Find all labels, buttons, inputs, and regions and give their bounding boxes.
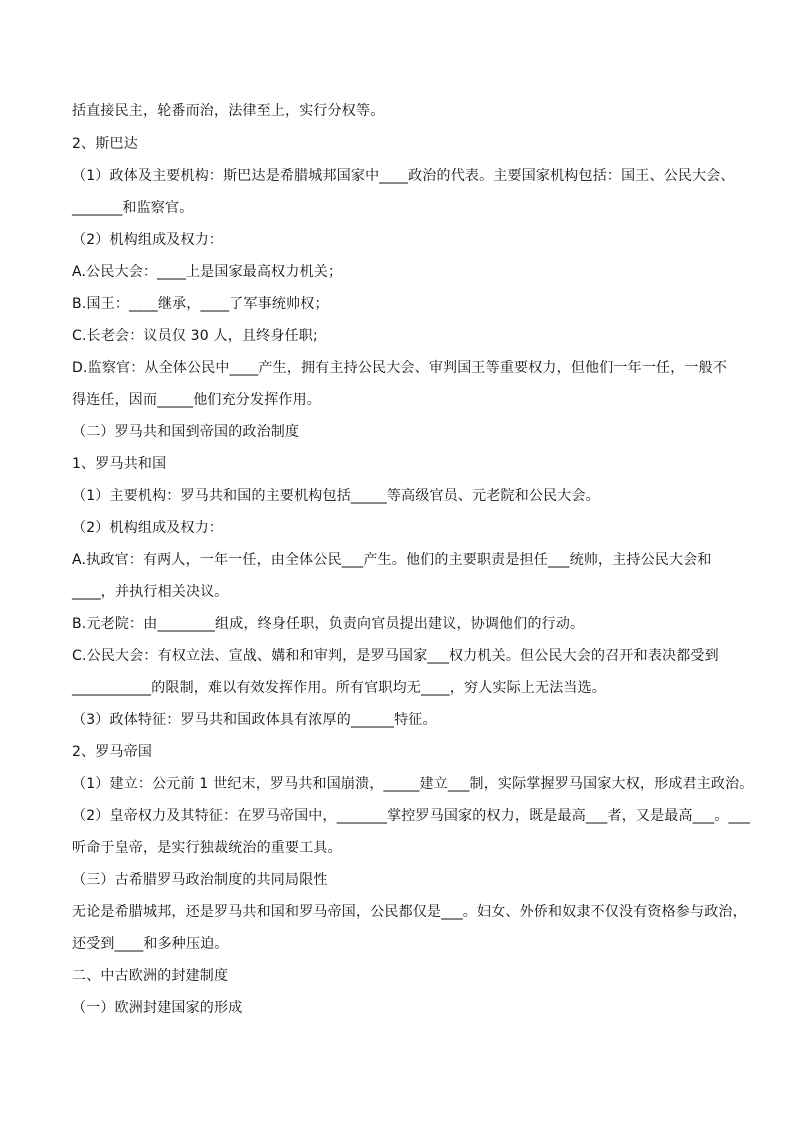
text-line: 还受到____和多种压迫。 xyxy=(72,936,229,952)
text-line: （3）政体特征：罗马共和国政体具有浓厚的______特征。 xyxy=(72,712,437,728)
section-heading: （二）罗马共和国到帝国的政治制度 xyxy=(72,424,300,440)
section-heading: （三）古希腊罗马政治制度的共同局限性 xyxy=(72,872,328,888)
text-line: ____，并执行相关决议。 xyxy=(72,584,229,600)
text-line: A.执政官：有两人，一年一任，由全体公民___产生。他们的主要职责是担任___统帅，主持公民大会和 xyxy=(72,552,712,568)
text-line: （2）机构组成及权力： xyxy=(72,232,224,248)
text-line: 括直接民主，轮番而治，法律至上，实行分权等。 xyxy=(72,103,385,119)
text-line: （1）建立：公元前 1 世纪末，罗马共和国崩溃，_____建立___制，实际掌握罗马国家大权，形成君主政治。 xyxy=(72,776,754,792)
text-line: ___________的限制，难以有效发挥作用。所有官职均无____，穷人实际上无法当选。 xyxy=(72,680,606,696)
text-line: （1）政体及主要机构：斯巴达是希腊城邦国家中____政治的代表。主要国家机构包括：国王、公民大会、 xyxy=(72,168,735,184)
section-heading: 二、中古欧洲的封建制度 xyxy=(72,968,229,984)
text-line: C.长老会：议员仅 30 人，且终身任职; xyxy=(72,328,318,344)
section-heading: （一）欧洲封建国家的形成 xyxy=(72,1000,243,1016)
text-line: C.公民大会：有权立法、宣战、媾和和审判，是罗马国家___权力机关。但公民大会的召开和表决都受到 xyxy=(72,648,719,664)
text-line: （1）主要机构：罗马共和国的主要机构包括_____等高级官员、元老院和公民大会。 xyxy=(72,488,600,504)
text-line: （2）机构组成及权力： xyxy=(72,520,224,536)
text-line: D.监察官：从全体公民中____产生，拥有主持公民大会、审判国王等重要权力，但他们一年一任，一般不 xyxy=(72,360,728,376)
text-line: A.公民大会：____上是国家最高权力机关； xyxy=(72,264,343,280)
section-heading: 1、罗马共和国 xyxy=(72,456,167,472)
text-line: 听命于皇帝，是实行独裁统治的重要工具。 xyxy=(72,840,342,856)
text-line: B.国王：____继承，____了军事统帅权； xyxy=(72,296,329,312)
text-line: 无论是希腊城邦，还是罗马共和国和罗马帝国，公民都仅是___。妇女、外侨和奴隶不仅没有资格参与政治， xyxy=(72,904,747,920)
section-heading: 2、斯巴达 xyxy=(72,136,138,152)
text-line: 得连任，因而_____他们充分发挥作用。 xyxy=(72,392,321,408)
text-line: _______和监察官。 xyxy=(72,200,194,216)
text-line: B.元老院：由________组成，终身任职，负责向官员提出建议，协调他们的行动。 xyxy=(72,616,585,632)
text-line: （2）皇帝权力及其特征：在罗马帝国中，_______掌控罗马国家的权力，既是最高___者，又是最高___。___ xyxy=(72,808,751,824)
section-heading: 2、罗马帝国 xyxy=(72,744,153,760)
